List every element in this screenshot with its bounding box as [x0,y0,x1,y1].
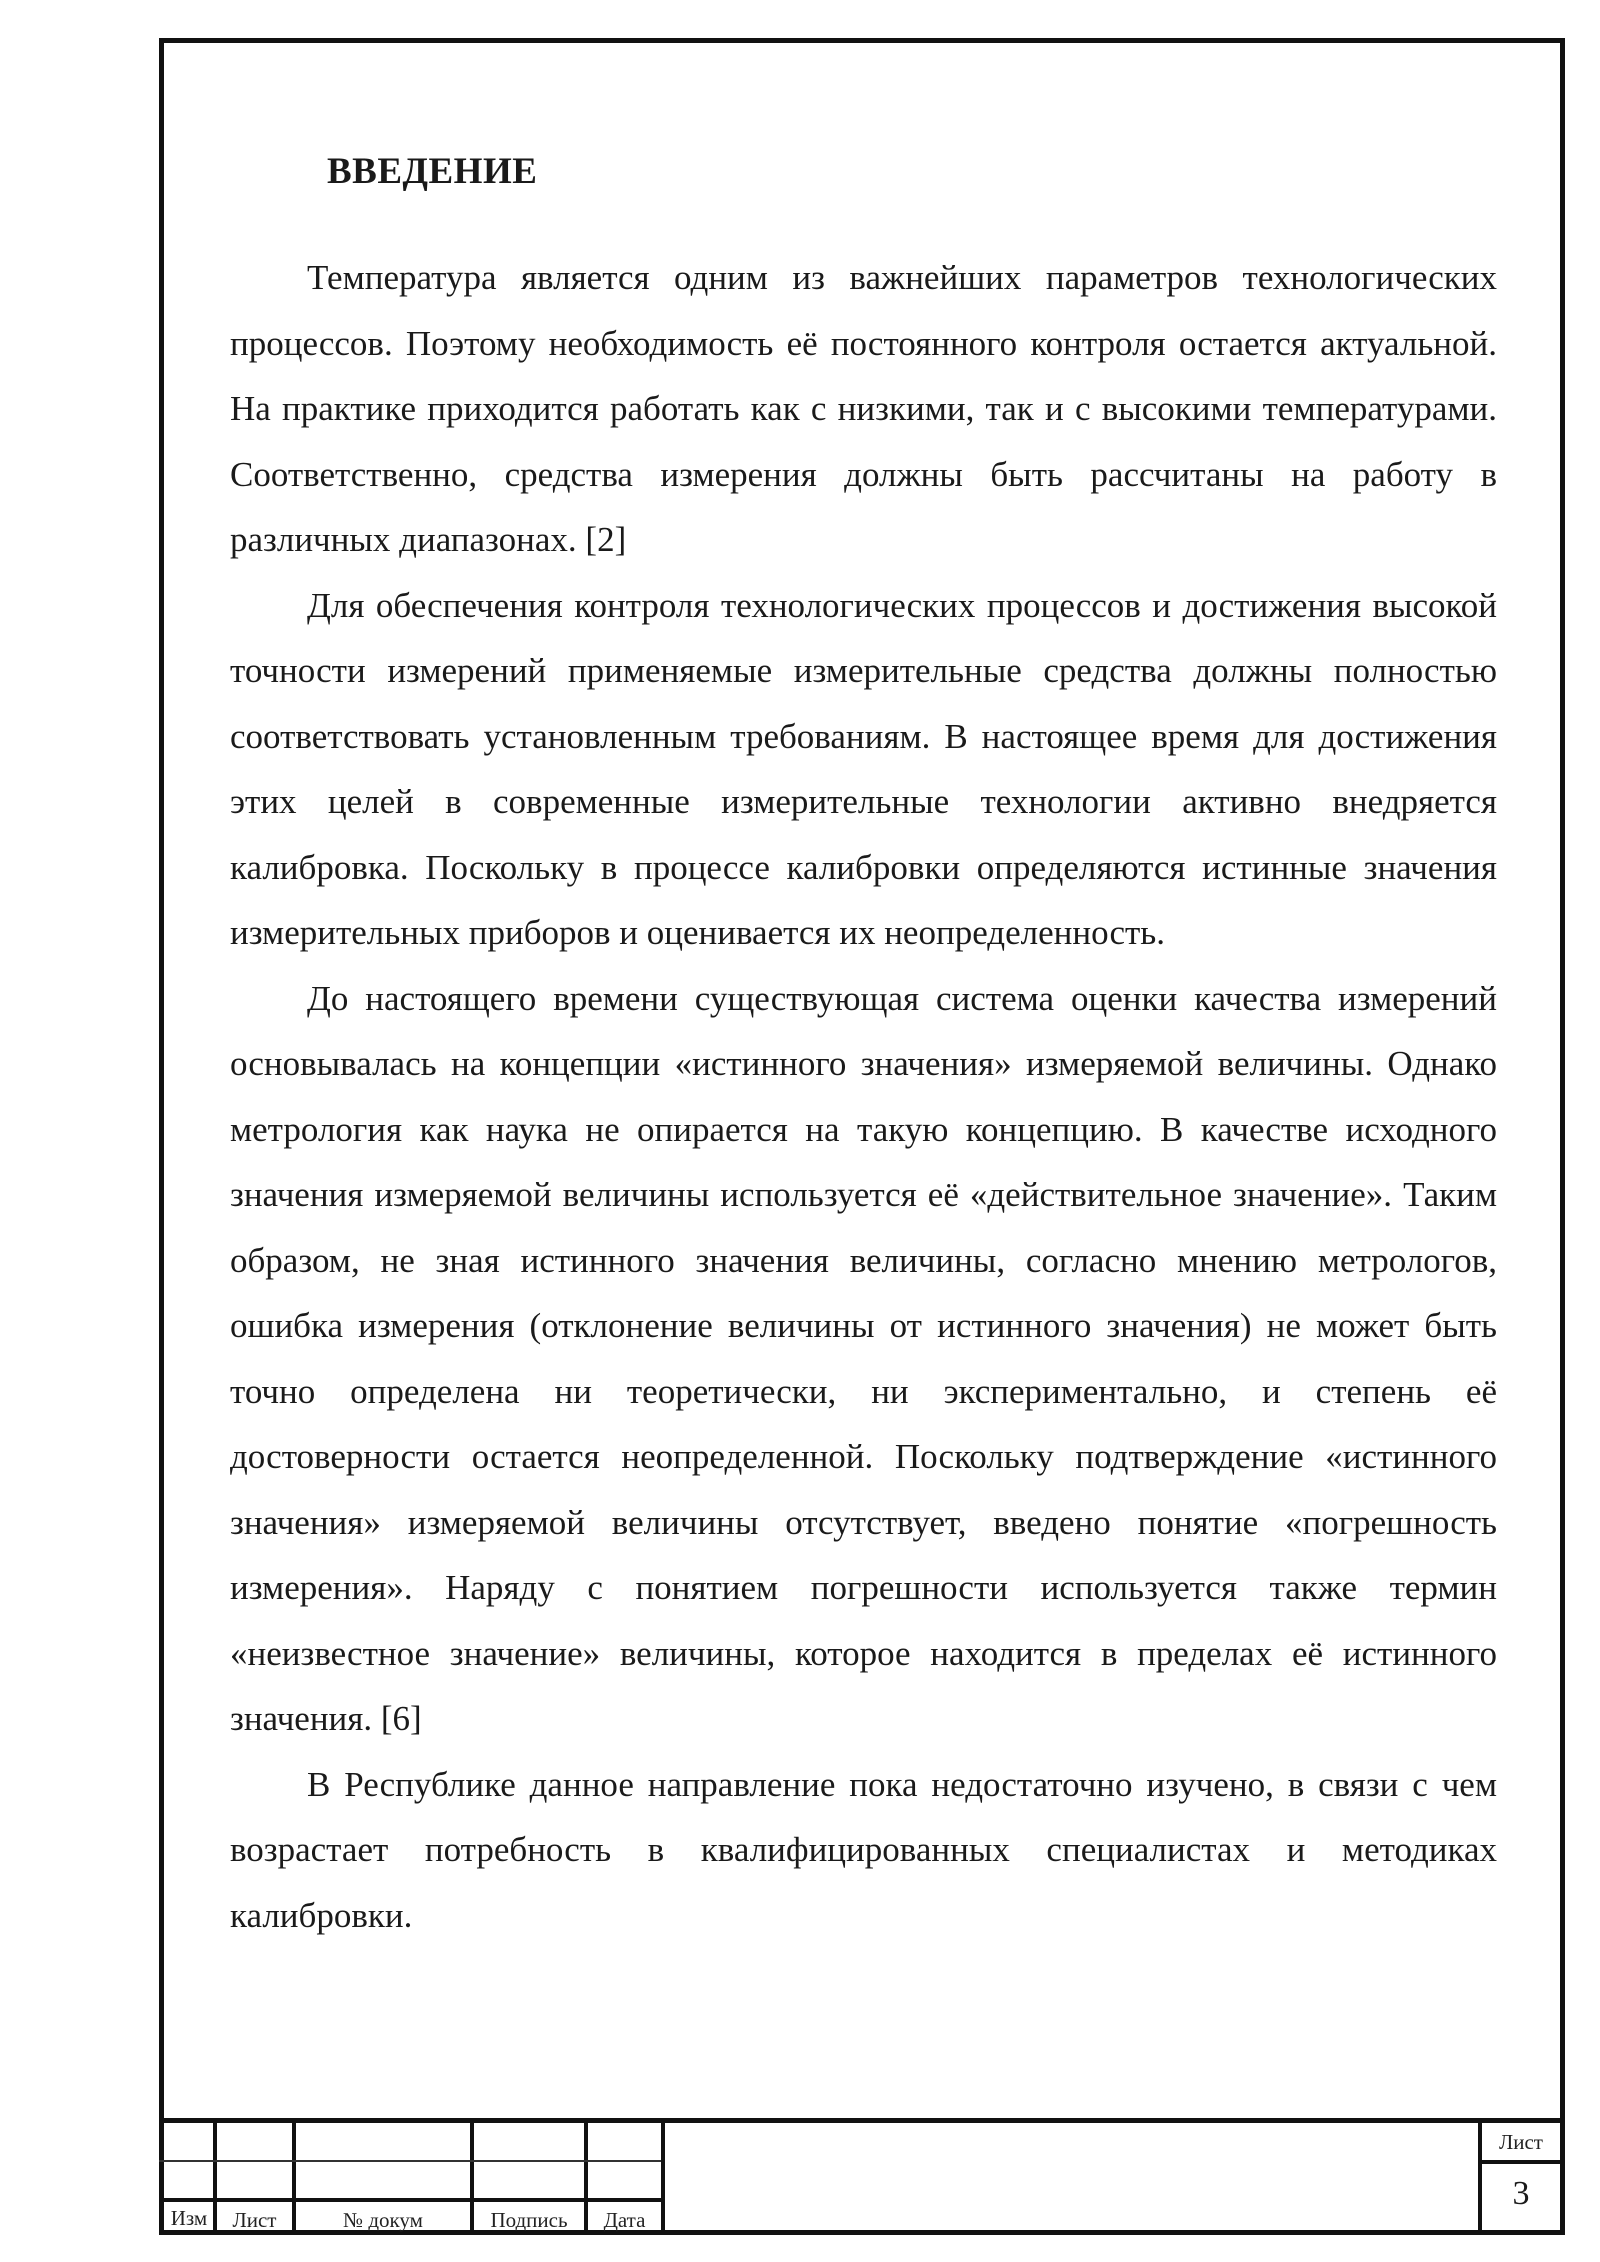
paragraph-3: До настоящего времени существующая система оценки качества измерений основывалась на концепции «истинного значения» измеряемой величины. Однако метрология как наука не опирается на такую концепцию. В качестве исходного значения измеряемой величины используется её «действительное значение». Таким образом, не зная истинного значения величины, согласно мнению метрологов, ошибка измерения (отклонение величины от истинного значения) не может быть точно определена ни теоретически, ни экспериментально, и степень её достоверности остается неопределенной. Поскольку подтверждение «истинного значения» измеряемой величины отсутствует, введено понятие «погрешность измерения». Наряду с понятием погрешности используется также термин «неизвестное значение» величины, которое находится в пределах её истинного значения. [6] [230,978,1497,1738]
stamp-label-izm: Изм [170,2206,208,2230]
stamp-row-line [159,2160,661,2162]
page-title: ВВЕДЕНИЕ [327,151,538,192]
stamp-label-sign: Подпись [490,2208,568,2232]
stamp-divider [661,2123,665,2235]
title-block [159,2118,1565,2235]
sheet-label: Лист [1499,2130,1543,2154]
stamp-row-line [159,2198,661,2202]
sheet-number: 3 [1512,2175,1530,2212]
stamp-label-date: Дата [603,2208,646,2232]
stamp-label-list: Лист [232,2208,277,2232]
paragraph-4: В Республике данное направление пока недостаточно изучено, в связи с чем возрастает потребность в квалифицированных специалистах и методиках калибровки. [230,1764,1497,1935]
stamp-label-doc: № докум [343,2208,423,2232]
stamp-row-line [1478,2160,1560,2164]
paragraph-1: Температура является одним из важнейших параметров технологических процессов. Поэтому необходимость её постоянного контроля остается актуальной. На практике приходится работать как с низкими, так и с высокими температурами. Соответственно, средства измерения должны быть рассчитаны на работу в различных диапазонах. [2] [230,258,1497,559]
paragraph-2: Для обеспечения контроля технологических процессов и достижения высокой точности измерений применяемые измерительные средства должны полностью соответствовать установленным требованиям. В настоящее время для достижения этих целей в современные измерительные технологии активно внедряется калибровка. Поскольку в процессе калибровки определяются истинные значения измерительных приборов и оценивается их неопределенность. [230,585,1497,952]
document-body [230,245,1497,1948]
